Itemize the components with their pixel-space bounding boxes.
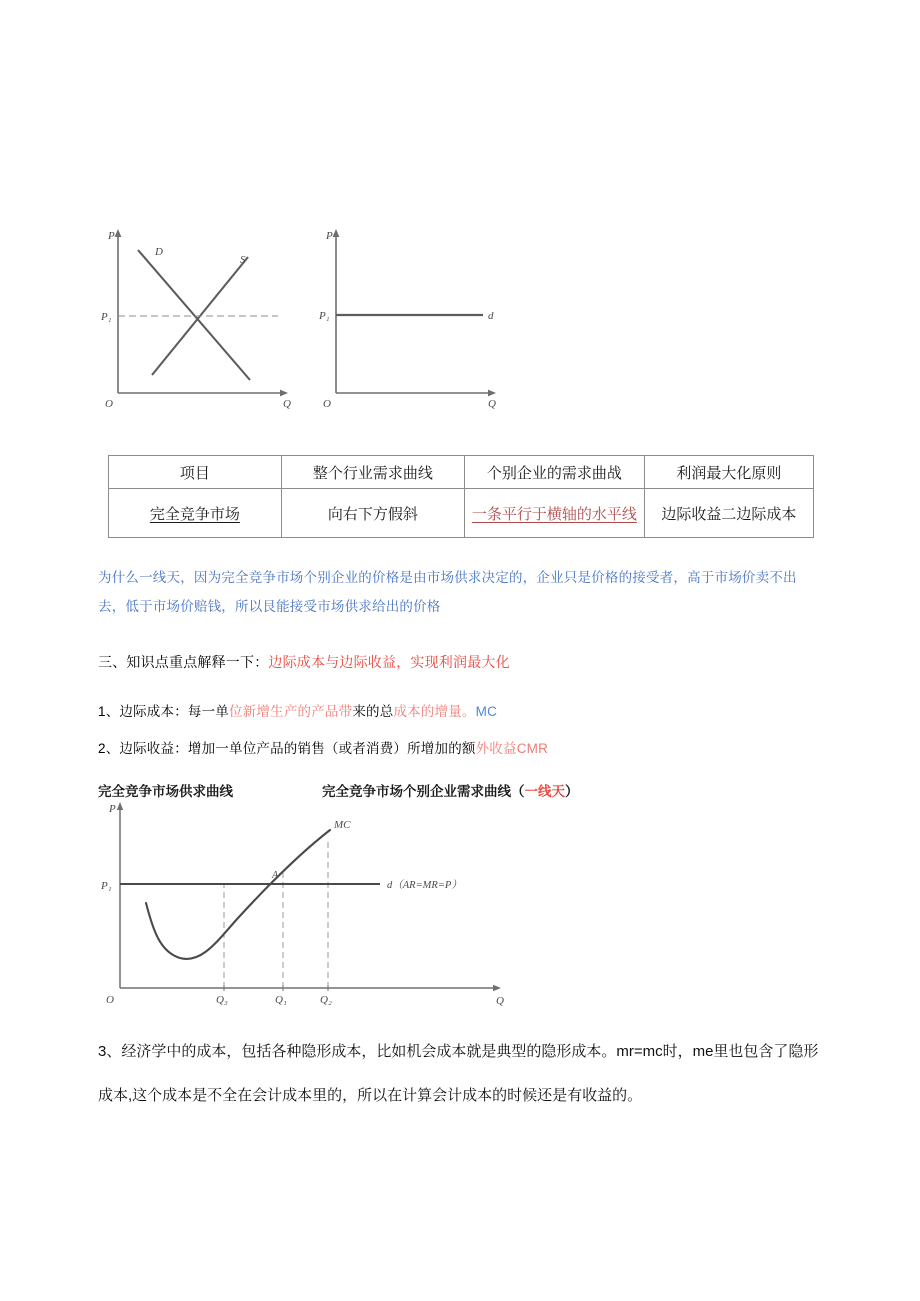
fd-y-axis-label: P — [326, 230, 333, 242]
table-cell-firm-curve — [465, 489, 645, 538]
table-cell-profit-rule: 边际收益二边际成本 — [644, 489, 813, 538]
top-figures — [100, 225, 530, 415]
caption-right-part1: 完全竞争市场个别企业需求曲线（ — [322, 784, 525, 799]
sd-supply-label: S — [240, 254, 246, 266]
figure-firm-demand — [318, 225, 518, 415]
mc-curve-label: MC — [334, 819, 351, 831]
mc-price-label: P₁ — [101, 880, 112, 892]
mc-x-axis-label: Q — [496, 995, 504, 1007]
mc-tick-q3: Q₃ — [216, 994, 228, 1006]
sd-x-axis-label: Q — [283, 398, 291, 410]
table-row — [109, 489, 814, 538]
point-2-marginal-revenue — [98, 734, 798, 763]
sd-price-label: P₁ — [101, 311, 112, 323]
caption-right-part2: ） — [565, 784, 579, 799]
comparison-table-wrapper — [108, 455, 814, 538]
table-header-profit-rule: 利润最大化原则 — [644, 456, 813, 489]
table-cell-market-type — [109, 489, 282, 538]
point-2-seg1: 2、边际收益：增加一单位产品的销售（或者消费）所增加的额 — [98, 741, 476, 756]
mc-tick-q1: Q₁ — [275, 994, 287, 1006]
figure-mc-profit-maximization — [98, 800, 518, 1015]
point-1-seg2: 位新增生产的产品带 — [229, 704, 353, 719]
point-1-mc-abbr: MC — [475, 704, 498, 719]
sd-y-axis-label: P — [108, 230, 115, 242]
mc-y-axis-label: P — [109, 803, 116, 815]
heading-3-red: 边际成本与边际收益，实现利润最大化 — [268, 654, 510, 670]
heading-3-black: 三、知识点重点解释一下： — [98, 654, 269, 670]
caption-market-supply-demand: 完全竞争市场供求曲线 — [98, 784, 233, 799]
comparison-table — [108, 455, 814, 538]
point-2-cmr-abbr: 外收益CMR — [475, 741, 549, 756]
table-cell-industry-curve: 向右下方假斜 — [281, 489, 464, 538]
market-type-text: 完全竞争市场 — [149, 505, 240, 523]
table-header-firm-curve: 个别企业的需求曲战 — [465, 456, 645, 489]
fd-origin-label: O — [323, 398, 331, 410]
figure-supply-demand — [100, 225, 310, 415]
fd-price-label: P₁ — [319, 310, 330, 322]
point-1-marginal-cost — [98, 697, 798, 726]
table-header-row — [109, 456, 814, 489]
caption-firm-demand — [322, 780, 579, 800]
mc-origin-label: O — [106, 994, 114, 1006]
fd-demand-label: d — [488, 310, 494, 322]
firm-curve-text: 一条平行于横轴的水平线 — [471, 505, 637, 523]
mc-point-a-label: A — [272, 870, 279, 881]
fd-x-axis-label: Q — [488, 398, 496, 410]
sd-demand-label: D — [155, 246, 163, 258]
mc-demand-line-label: d（AR=MR=P） — [387, 880, 462, 891]
paragraph-3-implicit-cost: 3、经济学中的成本，包括各种隐形成本，比如机会成本就是典型的隐形成本。mr=mc时，me里也包含了隐形成本,这个成本是不全在会计成本里的，所以在计算会计成本的时候还是有收益的。 — [98, 1043, 819, 1104]
caption-right-highlight: 一线天 — [524, 784, 565, 799]
section-heading-3 — [98, 648, 798, 677]
sd-origin-label: O — [105, 398, 113, 410]
explanation-paragraph-blue: 为什么一线天，因为完全竞争市场个别企业的价格是由市场供求决定的，企业只是价格的接受者，高于市场价卖不出去，低于市场价赔钱，所以艮能接受市场供求给出的价格 — [98, 570, 797, 614]
point-1-seg3: 来的总 — [352, 704, 394, 719]
mc-tick-q2: Q₂ — [320, 994, 332, 1006]
point-1-seg1: 1、边际成本：每一单 — [98, 704, 230, 719]
table-header-industry-curve: 整个行业需求曲线 — [281, 456, 464, 489]
point-1-seg4: 成本的增量。 — [393, 704, 476, 719]
table-header-item: 项目 — [109, 456, 282, 489]
